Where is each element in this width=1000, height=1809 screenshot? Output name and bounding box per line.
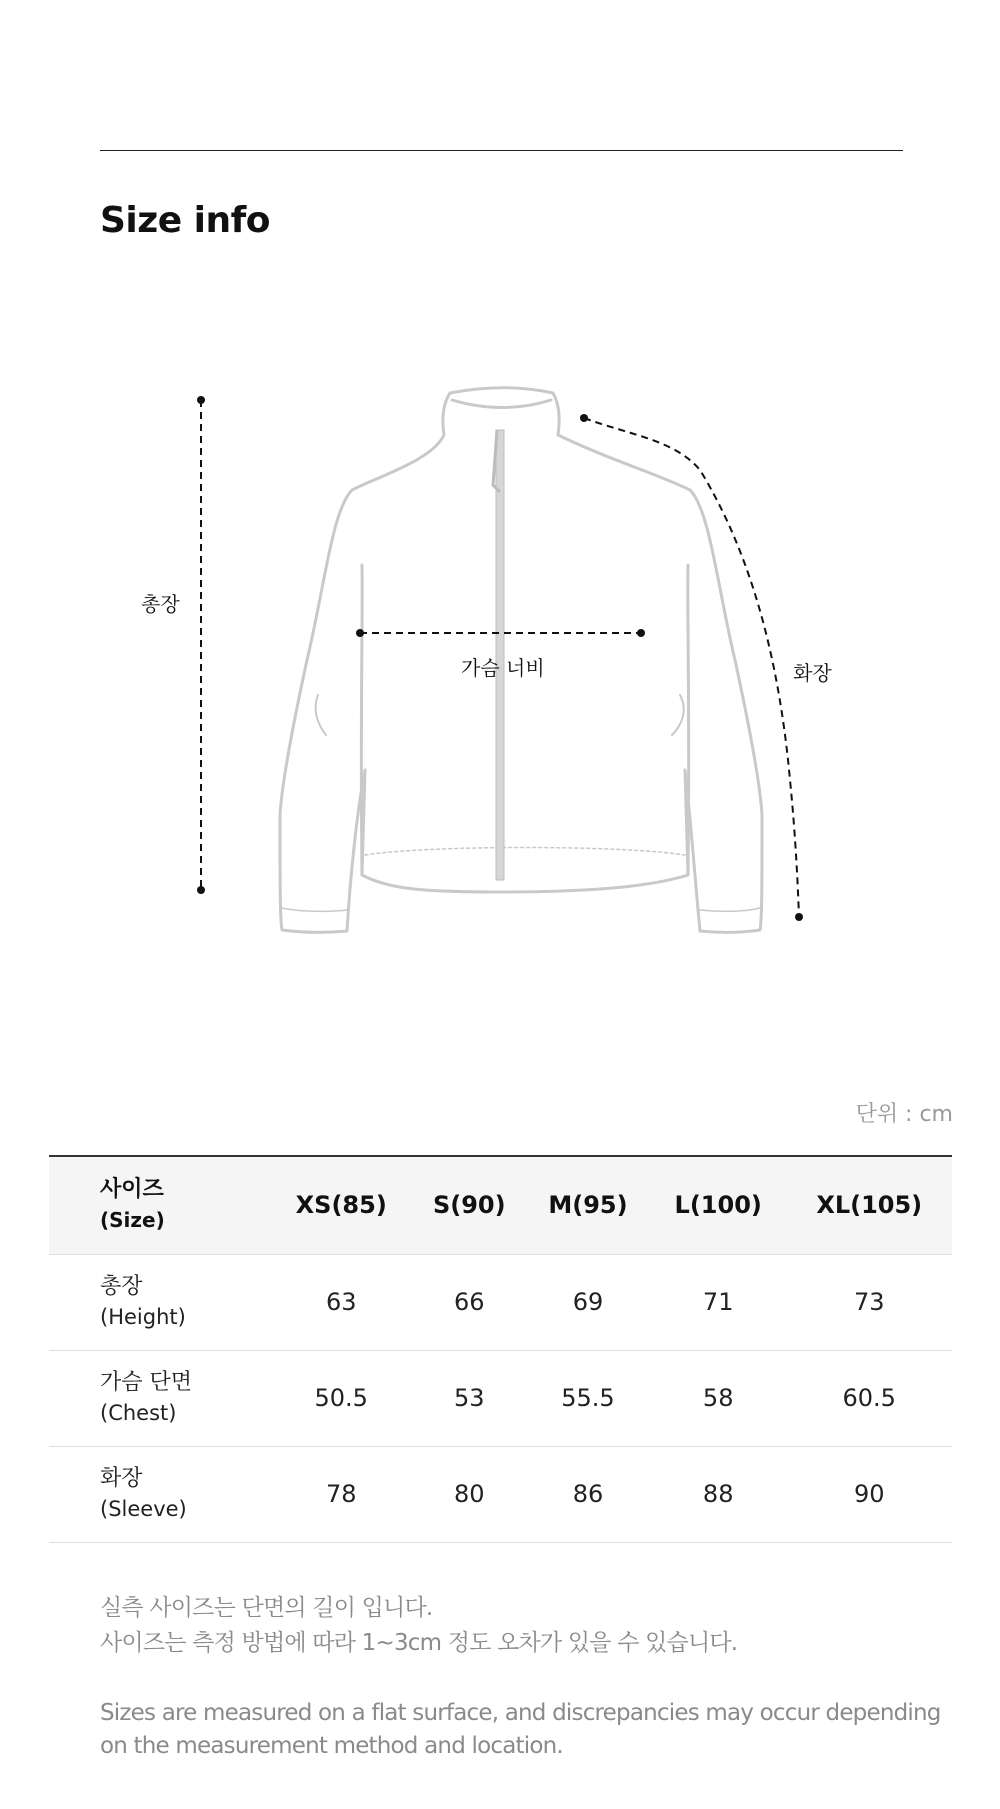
size-header-en: (Size) (100, 1208, 165, 1233)
size-header-ko: 사이즈 (100, 1177, 164, 1203)
top-divider (100, 150, 903, 151)
table-cell: 78 (270, 1446, 412, 1542)
table-cell: 71 (650, 1254, 787, 1350)
table-cell: 66 (412, 1254, 526, 1350)
size-header-xl: XL(105) (786, 1156, 952, 1254)
table-cell: 86 (526, 1446, 650, 1542)
table-cell: 63 (270, 1254, 412, 1350)
table-row-height (49, 1254, 952, 1350)
row-label (49, 1446, 270, 1542)
table-header-row (49, 1156, 952, 1254)
row-label-ko: 총장 (100, 1274, 143, 1299)
table-cell: 50.5 (270, 1350, 412, 1446)
note-en-line1: Sizes are measured on a flat surface, and discrepancies may occur depending (100, 1700, 941, 1726)
length-label: 총장 (141, 592, 180, 616)
row-label-ko: 화장 (100, 1466, 143, 1491)
note-ko-line1: 실측 사이즈는 단면의 길이 입니다. (100, 1595, 433, 1621)
unit-label: 단위 : cm (855, 1102, 953, 1127)
table-cell: 55.5 (526, 1350, 650, 1446)
row-label (49, 1350, 270, 1446)
note-en-line2: on the measurement method and location. (100, 1733, 563, 1759)
chest-width-label: 가슴 너비 (461, 656, 545, 680)
table-row-sleeve (49, 1446, 952, 1542)
row-label-en: (Chest) (100, 1401, 177, 1425)
measurement-note-ko (100, 1591, 737, 1661)
page-title: Size info (100, 200, 271, 241)
jacket-measurement-diagram (0, 360, 1000, 960)
row-label-ko: 가슴 단면 (100, 1370, 193, 1395)
table-cell: 80 (412, 1446, 526, 1542)
note-ko-line2: 사이즈는 측정 방법에 따라 1~3cm 정도 오차가 있을 수 있습니다. (100, 1630, 738, 1656)
table-cell: 60.5 (786, 1350, 952, 1446)
size-header-l: L(100) (650, 1156, 787, 1254)
table-cell: 88 (650, 1446, 787, 1542)
table-cell: 53 (412, 1350, 526, 1446)
table-cell: 90 (786, 1446, 952, 1542)
table-row-chest (49, 1350, 952, 1446)
size-column-header (49, 1156, 270, 1254)
size-header-xs: XS(85) (270, 1156, 412, 1254)
row-label-en: (Sleeve) (100, 1497, 187, 1521)
sleeve-label: 화장 (793, 661, 832, 685)
row-label-en: (Height) (100, 1305, 186, 1329)
table-cell: 58 (650, 1350, 787, 1446)
table-cell: 69 (526, 1254, 650, 1350)
size-header-m: M(95) (526, 1156, 650, 1254)
row-label (49, 1254, 270, 1350)
size-header-s: S(90) (412, 1156, 526, 1254)
table-cell: 73 (786, 1254, 952, 1350)
size-table (49, 1155, 952, 1543)
measurement-note-en (100, 1697, 941, 1763)
